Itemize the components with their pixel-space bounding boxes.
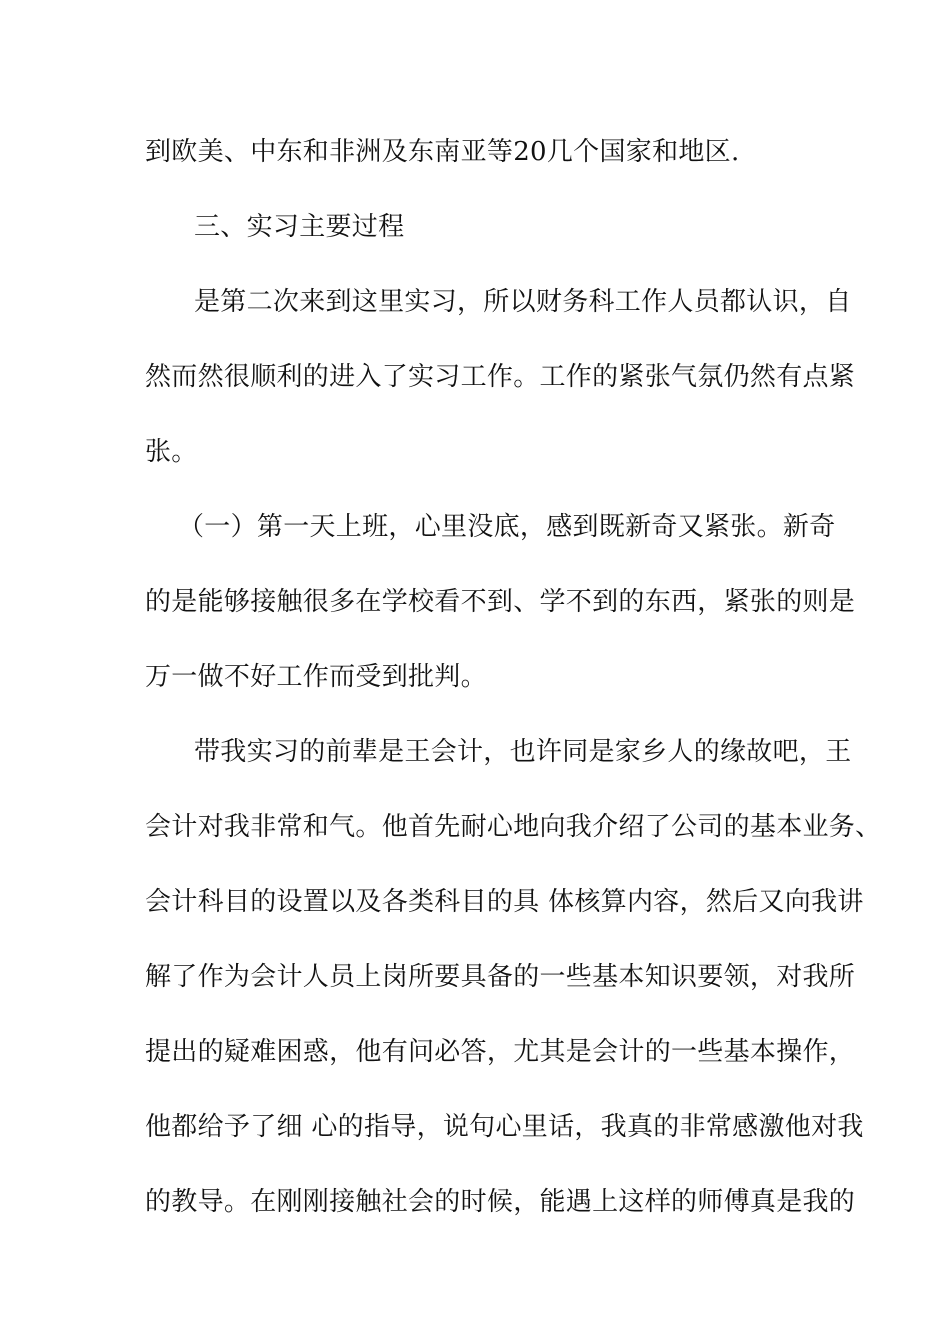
text-line: 万一做不好工作而受到批判。 [145,662,487,692]
text-line: 到欧美、中东和非洲及东南亚等20几个国家和地区. [145,137,740,167]
text-line: 会计科目的设置以及各类科目的具 体核算内容，然后又向我讲 [145,887,864,917]
text-line: 会计对我非常和气。他首先耐心地向我介绍了公司的基本业务、 [145,812,882,842]
text-line: 的是能够接触很多在学校看不到、学不到的东西，紧张的则是 [145,587,856,617]
section-heading: 三、实习主要过程 [194,212,405,242]
text-line: 带我实习的前辈是王会计，也许同是家乡人的缘故吧，王 [194,737,852,767]
text-line: 张。 [145,437,198,467]
text-line: 解了作为会计人员上岗所要具备的一些基本知识要领，对我所 [145,962,856,992]
text-line: 然而然很顺利的进入了实习工作。工作的紧张气氛仍然有点紧 [145,362,856,392]
text-line: （一）第一天上班，心里没底，感到既新奇又紧张。新奇 [178,512,836,542]
text-line: 提出的疑难困惑，他有问必答，尤其是会计的一些基本操作， [145,1037,856,1067]
text-line: 他都给予了细 心的指导，说句心里话，我真的非常感激他对我 [145,1112,864,1142]
text-line: 的教导。在刚刚接触社会的时候，能遇上这样的师傅真是我的 [145,1187,856,1217]
text-line: 是第二次来到这里实习，所以财务科工作人员都认识，自 [194,287,852,317]
